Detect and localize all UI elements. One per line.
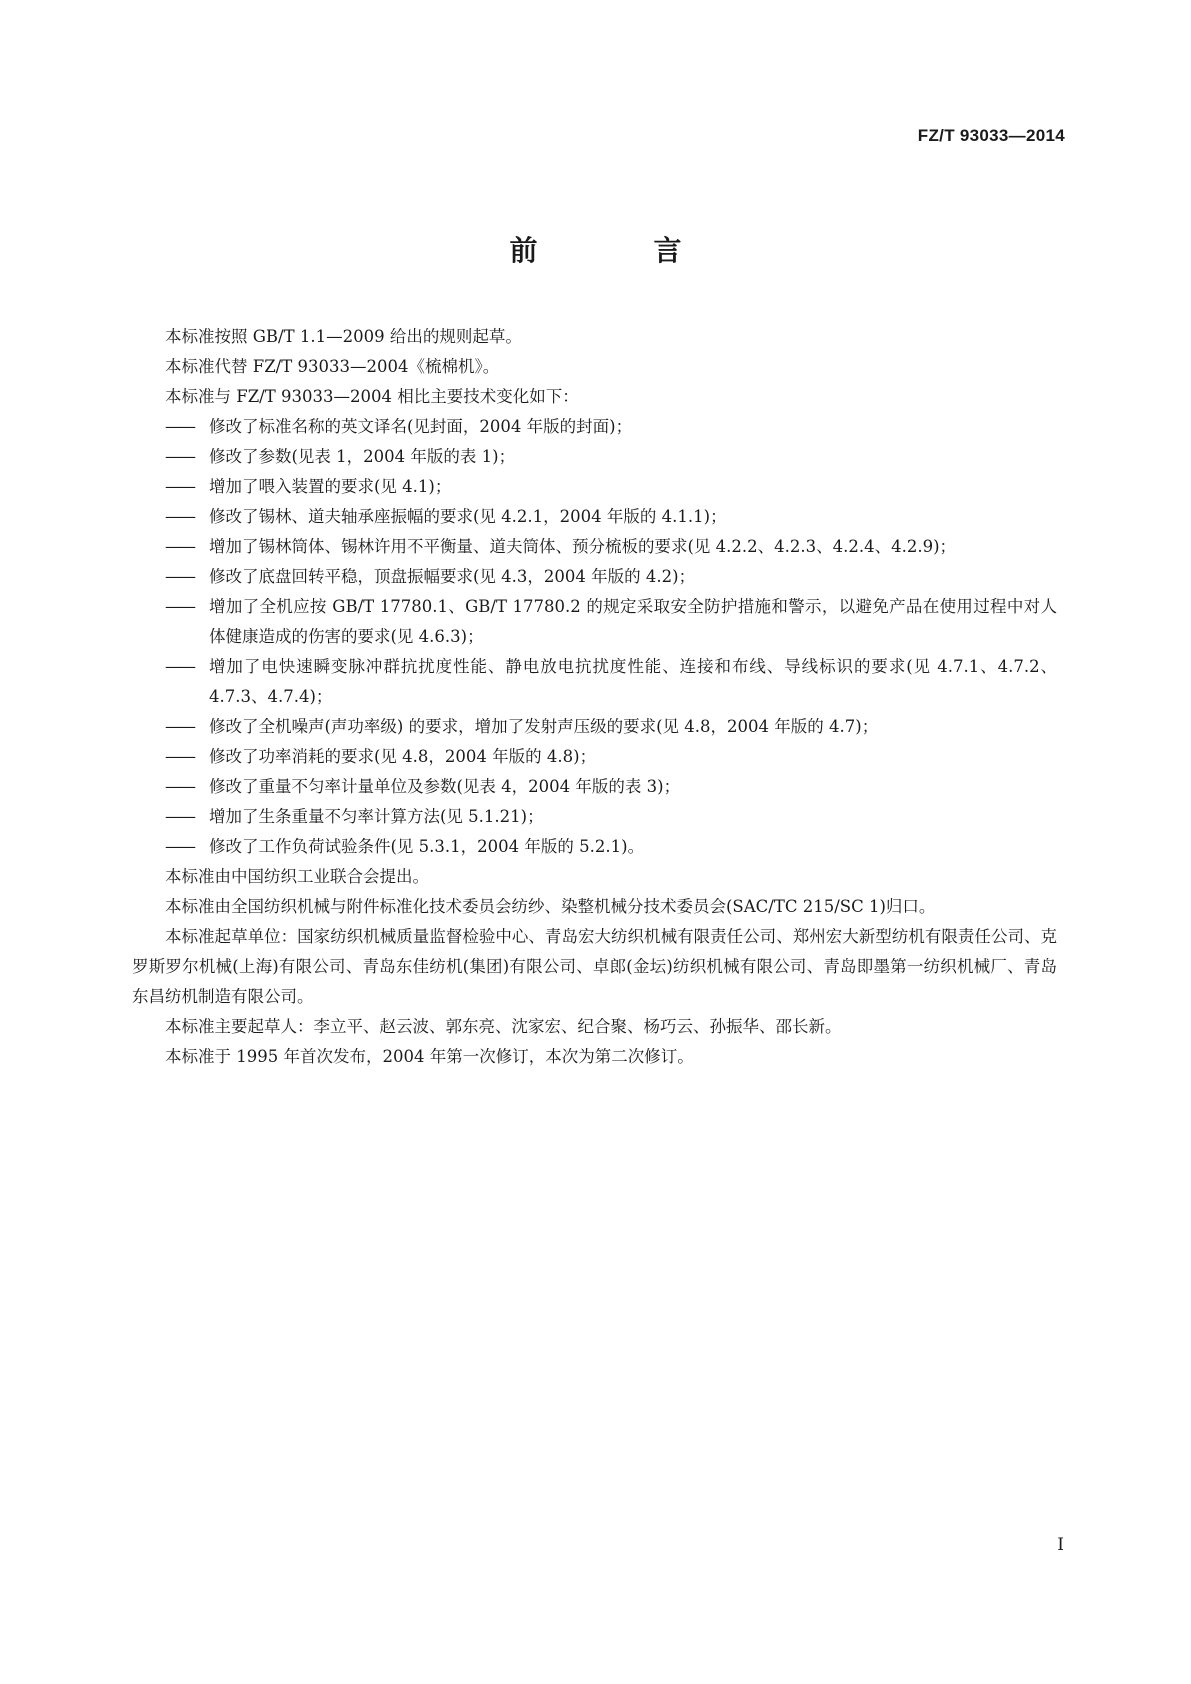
drafters-paragraph: 本标准主要起草人：李立平、赵云波、郭东亮、沈家宏、纪合聚、杨巧云、孙振华、邵长新。	[165, 1017, 842, 1036]
proposer-paragraph: 本标准由中国纺织工业联合会提出。	[165, 867, 429, 886]
page-number: I	[1057, 1535, 1064, 1555]
foreword-body	[132, 322, 1057, 1072]
dash-marker: ——	[165, 777, 194, 796]
dash-marker: ——	[165, 837, 194, 856]
change-item-text: 增加了锡林筒体、锡林许用不平衡量、道夫筒体、预分梳板的要求(见 4.2.2、4.2.3、4.2.4、4.2.9)；	[209, 537, 957, 556]
change-item-text: 修改了参数(见表 1，2004 年版的表 1)；	[209, 447, 516, 466]
dash-marker: ——	[165, 567, 194, 586]
dash-marker: ——	[165, 477, 194, 496]
change-item	[132, 412, 1057, 442]
change-item-text: 增加了生条重量不匀率计算方法(见 5.1.21)；	[209, 807, 544, 826]
change-item	[132, 742, 1057, 772]
dash-marker: ——	[165, 717, 194, 736]
change-item	[132, 562, 1057, 592]
change-item	[132, 472, 1057, 502]
change-item	[132, 592, 1057, 652]
change-item-text: 修改了标准名称的英文译名(见封面，2004 年版的封面)；	[209, 417, 633, 436]
change-item-text: 增加了全机应按 GB/T 17780.1、GB/T 17780.2 的规定采取安全防护措施和警示，以避免产品在使用过程中对人体健康造成的伤害的要求(见 4.6.3)；	[209, 597, 1057, 646]
change-item-text: 增加了电快速瞬变脉冲群抗扰度性能、静电放电抗扰度性能、连接和布线、导线标识的要求(见 4.7.1、4.7.2、4.7.3、4.7.4)；	[209, 657, 1057, 706]
change-item	[132, 832, 1057, 862]
change-item	[132, 712, 1057, 742]
changes-intro-paragraph: 本标准与 FZ/T 93033—2004 相比主要技术变化如下：	[165, 387, 579, 406]
centralized-management-paragraph: 本标准由全国纺织机械与附件标准化技术委员会纺纱、染整机械分技术委员会(SAC/TC 215/SC 1)归口。	[165, 897, 936, 916]
page-title: 前 言	[509, 234, 726, 267]
change-item-text: 增加了喂入装置的要求(见 4.1)；	[209, 477, 452, 496]
dash-marker: ——	[165, 507, 194, 526]
release-history-paragraph: 本标准于 1995 年首次发布，2004 年第一次修订，本次为第二次修订。	[165, 1047, 694, 1066]
change-item	[132, 442, 1057, 472]
change-item-text: 修改了功率消耗的要求(见 4.8，2004 年版的 4.8)；	[209, 747, 597, 766]
change-item-text: 修改了工作负荷试验条件(见 5.3.1，2004 年版的 5.2.1)。	[209, 837, 645, 856]
standard-code: FZ/T 93033—2014	[917, 126, 1065, 145]
dash-marker: ——	[165, 447, 194, 466]
change-item	[132, 532, 1057, 562]
change-item-text: 修改了重量不匀率计量单位及参数(见表 4，2004 年版的表 3)；	[209, 777, 681, 796]
dash-marker: ——	[165, 597, 194, 616]
change-item	[132, 802, 1057, 832]
drafting-units-paragraph: 本标准起草单位：国家纺织机械质量监督检验中心、青岛宏大纺织机械有限责任公司、郑州宏大新型纺机有限责任公司、克罗斯罗尔机械(上海)有限公司、青岛东佳纺机(集团)有限公司、卓郎(金坛)纺织机械有限公司、青岛即墨第一纺织机械厂、青岛东昌纺机制造有限公司。	[132, 927, 1057, 1006]
dash-marker: ——	[165, 807, 194, 826]
dash-marker: ——	[165, 747, 194, 766]
dash-marker: ——	[165, 537, 194, 556]
drafting-rule-paragraph: 本标准按照 GB/T 1.1—2009 给出的规则起草。	[165, 327, 522, 346]
change-item-text: 修改了全机噪声(声功率级) 的要求，增加了发射声压级的要求(见 4.8，2004 年版的 4.7)；	[209, 717, 879, 736]
change-item	[132, 772, 1057, 802]
change-item	[132, 652, 1057, 712]
dash-marker: ——	[165, 657, 194, 676]
change-item	[132, 502, 1057, 532]
replacement-paragraph: 本标准代替 FZ/T 93033—2004《梳棉机》。	[165, 357, 500, 376]
change-item-text: 修改了底盘回转平稳，顶盘振幅要求(见 4.3，2004 年版的 4.2)；	[209, 567, 696, 586]
change-item-text: 修改了锡林、道夫轴承座振幅的要求(见 4.2.1，2004 年版的 4.1.1)；	[209, 507, 727, 526]
dash-marker: ——	[165, 417, 194, 436]
